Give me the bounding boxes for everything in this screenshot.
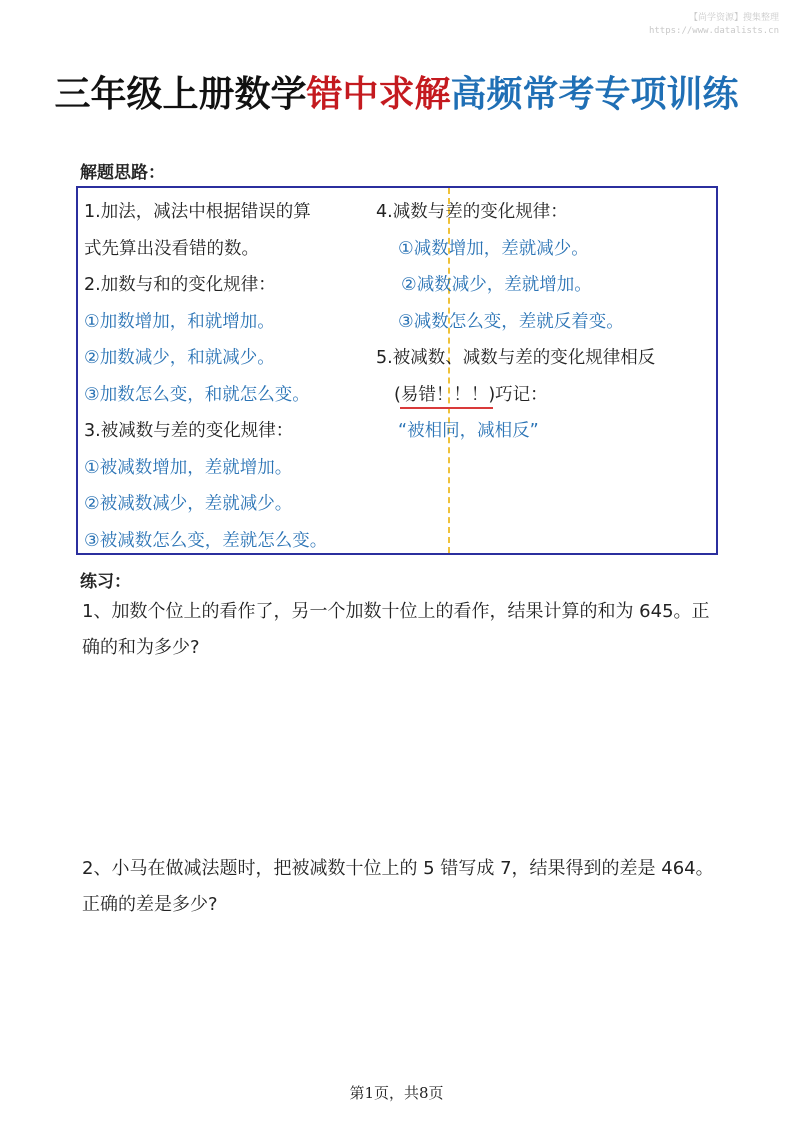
right-heading-4: 4.减数与差的变化规律： <box>376 202 568 222</box>
watermark <box>579 12 779 38</box>
title-part-2: 错中求解 <box>306 73 451 115</box>
left-line-5: ②加数减少，和就减少。 <box>84 348 275 368</box>
title-part-1: 三年级上册数学 <box>54 73 307 115</box>
thinking-label: 解题思路： <box>80 163 165 183</box>
page-footer: 第1页，共8页 <box>349 1084 444 1102</box>
right-line-3: ③减数怎么变，差就反着变。 <box>398 311 624 332</box>
practice-label: 练习： <box>80 572 131 592</box>
left-line-6: ③加数怎么变，和就怎么变。 <box>84 384 310 405</box>
left-line-10: ③被减数怎么变，差就怎么变。 <box>84 530 328 551</box>
page-title <box>0 66 793 117</box>
left-line-3: 2.加数与和的变化规律： <box>84 275 276 295</box>
mnemonic: “被相同，减相反” <box>398 421 539 441</box>
left-line-1: 1.加法，减法中根据错误的算 <box>84 202 311 222</box>
left-line-2: 式先算出没看错的数。 <box>84 238 259 259</box>
question-2: 2、小马在做减法题时，把被减数十位上的 5 错写成 7，结果得到的差是 464。正确的差是多少? <box>82 858 714 915</box>
easy-wrong-note: (易错！！！) <box>394 377 495 414</box>
title-part-3: 高频常考专项训练 <box>450 73 739 115</box>
easy-wrong-line <box>376 377 716 414</box>
left-line-7: 3.被减数与差的变化规律： <box>84 421 294 441</box>
left-line-4: ①加数增加，和就增加。 <box>84 311 275 332</box>
right-line-2: ②减数减少，差就增加。 <box>401 275 592 295</box>
right-heading-5: 5.被减数、减数与差的变化规律相反 <box>376 348 656 368</box>
left-line-8: ①被减数增加，差就增加。 <box>84 457 293 478</box>
right-column <box>376 194 716 450</box>
left-line-9: ②被减数减少，差就减少。 <box>84 494 293 514</box>
right-line-1: ①减数增加，差就减少。 <box>398 238 589 259</box>
watermark-line-2: https://www.datalists.cn <box>648 26 779 36</box>
watermark-line-1: 【尚学资源】搜集整理 <box>688 13 779 23</box>
question-1: 1、加数个位上的看作了，另一个加数十位上的看作，结果计算的和为 645。正确的和为多少? <box>82 601 710 658</box>
method-box <box>76 186 718 555</box>
tip-label: 巧记： <box>495 384 548 405</box>
